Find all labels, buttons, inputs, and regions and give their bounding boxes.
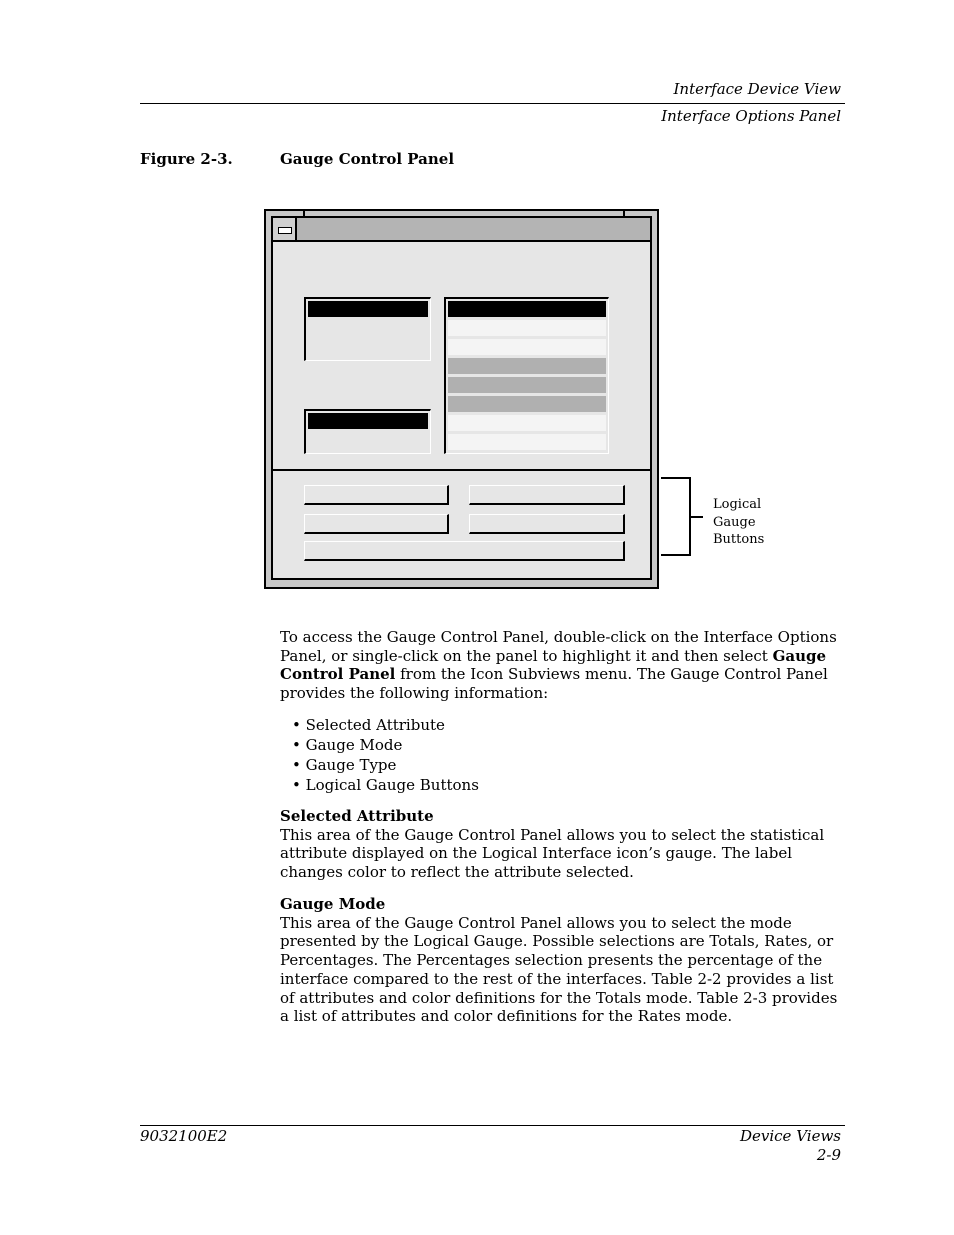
footer-page-number: 2-9 [816,1146,841,1164]
selected-attribute-section [280,807,845,882]
gauge-mode-section [280,895,845,1026]
callout-bracket [661,477,691,556]
selected-attribute-list[interactable] [304,297,431,361]
bullet-item: • Gauge Mode [292,735,479,755]
callout-line: Buttons [713,532,765,547]
gauge-mode-list[interactable] [304,409,431,454]
figure-number: Figure 2-3. [140,150,233,168]
gauge-type-row[interactable] [448,434,606,450]
info-bullet-list [292,715,479,795]
gauge-mode-highlighted-row[interactable] [308,413,428,429]
logical-gauge-button[interactable] [304,485,449,505]
logical-gauge-wide-button[interactable] [304,541,625,561]
section-heading: Selected Attribute [280,807,434,825]
callout-line: Gauge [713,514,756,530]
panel-divider [273,469,650,471]
gauge-control-panel-window [264,209,659,589]
section-body: This area of the Gauge Control Panel allows you to select the statistical attribute displayed on the Logical Interface icon’s gauge. The label changes color to reflect the attribute selected. [280,825,825,882]
window-client-area [271,216,652,580]
footer-section: Device Views [739,1127,841,1145]
logical-gauge-button[interactable] [469,485,625,505]
callout-label [713,496,764,549]
logical-gauge-button[interactable] [469,514,625,534]
footer-rule [140,1125,845,1126]
callout-line: Logical [713,497,762,512]
footer-doc-number: 9032100E2 [140,1127,228,1145]
header-rule [140,103,845,104]
logical-gauge-button[interactable] [304,514,449,534]
gauge-type-row[interactable] [448,339,606,355]
bullet-item: • Gauge Type [292,755,479,775]
running-header-chapter: Interface Device View [673,80,841,98]
intro-text: from the Icon Subviews menu. The Gauge Control Panel provides the following information: [280,665,828,703]
window-menu-icon [278,227,292,234]
running-header-section: Interface Options Panel [661,107,841,125]
window-menu-button[interactable] [273,218,297,240]
gauge-type-row[interactable] [448,320,606,336]
gauge-type-row[interactable] [448,358,606,374]
section-heading: Gauge Mode [280,895,386,913]
figure-title: Gauge Control Panel [280,150,455,168]
gauge-type-row[interactable] [448,396,606,412]
intro-paragraph [280,628,845,703]
bullet-item: • Logical Gauge Buttons [292,775,479,795]
gauge-type-highlighted-row[interactable] [448,301,606,317]
gauge-type-list[interactable] [444,297,609,454]
intro-text: To access the Gauge Control Panel, double-click on the Interface Options Panel, or single-click on the panel to highlight it and then select [280,628,837,665]
selected-attribute-highlighted-row[interactable] [308,301,428,317]
gauge-type-row[interactable] [448,415,606,431]
window-title-bar [273,218,650,242]
bullet-item: • Selected Attribute [292,715,479,735]
gauge-type-row[interactable] [448,377,606,393]
section-body: This area of the Gauge Control Panel allows you to select the mode presented by the Logical Gauge. Possible selections are Totals, Rates, or Percentages. The Percentages selection presents the percentage of the interface compared to the rest of the interfaces. Table 2-2 provides a list of attributes and color definitions for the Totals mode. Table 2-3 provides a list of attributes and color definitions for the Rates mode. [280,913,838,1026]
callout-bracket-stub [691,516,703,518]
intro-bold-term: Gauge Control Panel [280,646,827,684]
